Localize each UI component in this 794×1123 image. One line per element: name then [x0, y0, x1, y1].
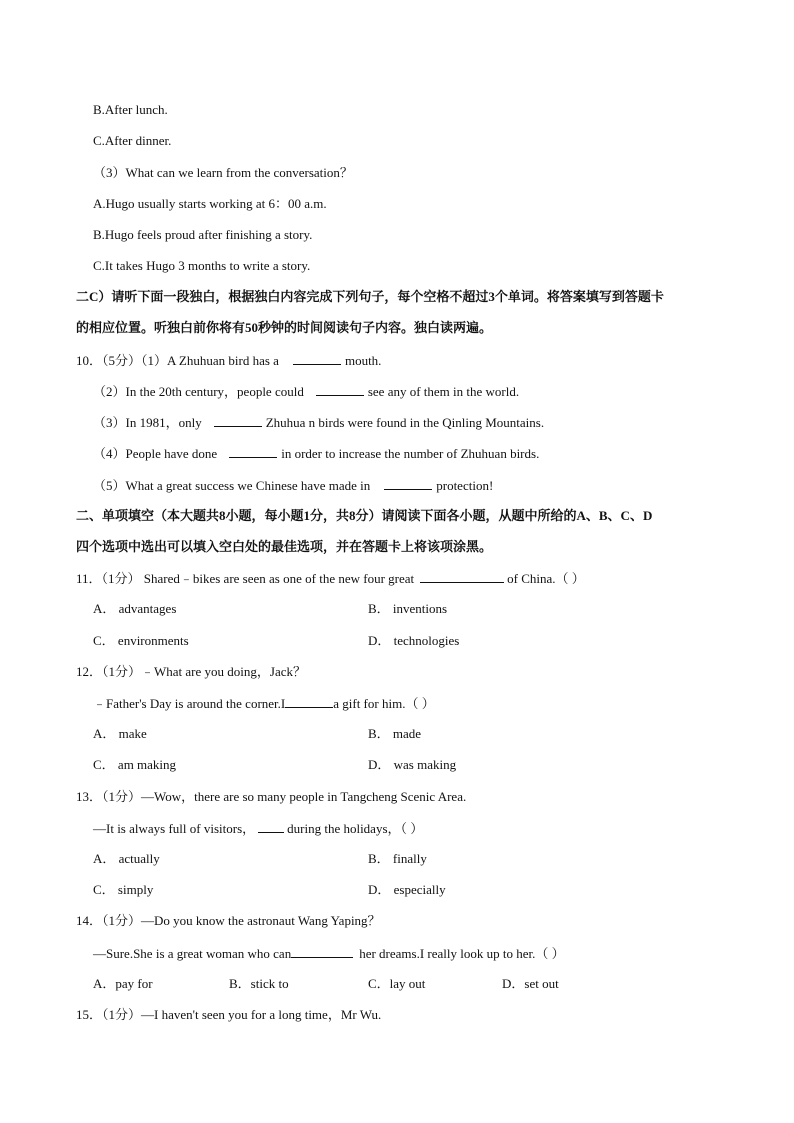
q11-text: 11．（1分） Shared﹣bikes are seen as one of the new four great	[76, 571, 415, 586]
q10-line4	[93, 445, 539, 462]
q10-s1-after: mouth.	[344, 353, 382, 368]
q9-sub3-option-a: A.Hugo usually starts working at 6：00 a.m.	[93, 196, 327, 211]
section2-instruction-line1: 二、单项填空（本大题共8小题，每小题1分，共8分）请阅读下面各小题，从题中所给的A、B、C、D	[76, 508, 653, 523]
q14-blank[interactable]	[291, 945, 353, 958]
q10-s2-blank[interactable]	[316, 383, 364, 396]
q11-option-b[interactable]: B． inventions	[368, 601, 448, 616]
q9-sub3-question: （3）What can we learn from the conversation？	[93, 165, 353, 180]
q14-stem: 14．（1分）—Do you know the astronaut Wang Yaping？	[76, 913, 381, 928]
q13-text: —It is always full of visitors，	[93, 821, 256, 836]
q12-blank[interactable]	[285, 695, 333, 708]
q10-s1-blank[interactable]	[293, 352, 341, 365]
q14-after: her dreams.I really look up to her.（ ）	[359, 946, 565, 961]
q10-line2	[93, 383, 519, 400]
q13-line2	[93, 820, 423, 837]
q13-option-b[interactable]: B． finally	[368, 851, 427, 866]
q12-option-a[interactable]: A． make	[93, 726, 147, 741]
q10-s5-blank[interactable]	[384, 477, 432, 490]
q9-sub3-option-c: C.It takes Hugo 3 months to write a story.	[93, 258, 311, 273]
q12-stem: 12．（1分）﹣What are you doing，Jack？	[76, 664, 306, 679]
q10-s3-after: Zhuhua n birds were found in the Qinling Mountains.	[265, 415, 545, 430]
q10-s5-text: （5）What a great success we Chinese have made in	[93, 478, 371, 493]
q14-option-d[interactable]: D．set out	[502, 976, 559, 991]
q15-stem: 15．（1分）—I haven't seen you for a long time，Mr Wu.	[76, 1007, 382, 1022]
q11-after: of China.（ ）	[507, 571, 585, 586]
q13-stem: 13．（1分）—Wow，there are so many people in Tangcheng Scenic Area.	[76, 789, 467, 804]
q10-line3	[93, 414, 544, 431]
q11-option-a[interactable]: A． advantages	[93, 601, 177, 616]
q10-s3-blank[interactable]	[214, 414, 262, 427]
q10-s3-text: （3）In 1981，only	[93, 415, 202, 430]
q10-s1-text: （1）A Zhuhuan bird has a	[141, 353, 279, 368]
q12-after: a gift for him.（ ）	[333, 696, 435, 711]
q10-s4-blank[interactable]	[229, 445, 277, 458]
section-c-instruction-line1: 二C）请听下面一段独白，根据独白内容完成下列句子，每个空格不超过3个单词。将答案填写到答题卡	[76, 289, 664, 304]
q14-option-c[interactable]: C．lay out	[368, 976, 426, 991]
q9-option-c: C.After dinner.	[93, 133, 172, 148]
section-c-instruction-line2: 的相应位置。听独白前你将有50秒钟的时间阅读句子内容。独白读两遍。	[76, 320, 493, 335]
q10-s2-after: see any of them in the world.	[367, 384, 520, 399]
q11-stem	[76, 570, 585, 587]
q12-option-c[interactable]: C． am making	[93, 757, 177, 772]
q12-text: ﹣Father's Day is around the corner.I	[93, 696, 286, 711]
q12-option-b[interactable]: B． made	[368, 726, 422, 741]
q13-option-c[interactable]: C． simply	[93, 882, 154, 897]
q13-option-d[interactable]: D． especially	[368, 882, 446, 897]
q10-number: 10．（5分）	[76, 353, 142, 368]
q14-option-a[interactable]: A．pay for	[93, 976, 153, 991]
q10-s4-after: in order to increase the number of Zhuhuan birds.	[281, 446, 540, 461]
q13-after: during the holidays，（ ）	[287, 821, 424, 836]
q13-option-a[interactable]: A． actually	[93, 851, 160, 866]
q10-s2-text: （2）In the 20th century，people could	[93, 384, 304, 399]
q12-option-d[interactable]: D． was making	[368, 757, 457, 772]
q10-line1	[76, 352, 381, 369]
q10-s5-after: protection!	[436, 478, 494, 493]
q11-option-d[interactable]: D． technologies	[368, 633, 460, 648]
q10-line5	[93, 477, 493, 494]
q11-option-c[interactable]: C． environments	[93, 633, 189, 648]
q13-blank[interactable]	[258, 820, 284, 833]
q14-option-b[interactable]: B．stick to	[229, 976, 289, 991]
q14-text: —Sure.She is a great woman who can	[93, 946, 292, 961]
q11-blank[interactable]	[420, 570, 504, 583]
q14-line2	[93, 945, 565, 962]
q12-line2	[93, 695, 435, 712]
q9-option-b: B.After lunch.	[93, 102, 168, 117]
section2-instruction-line2: 四个选项中选出可以填入空白处的最佳选项，并在答题卡上将该项涂黑。	[76, 539, 493, 554]
q9-sub3-option-b: B.Hugo feels proud after finishing a story.	[93, 227, 313, 242]
q10-s4-text: （4）People have done	[93, 446, 218, 461]
